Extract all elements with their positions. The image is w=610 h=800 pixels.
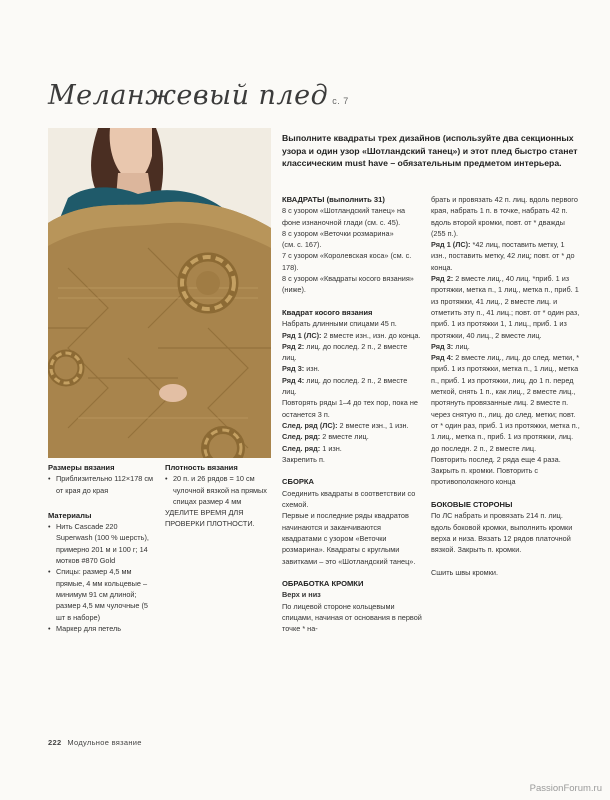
edge-row: [431, 341, 581, 352]
side-text: По ЛС набрать и провязать 214 п. лиц. вдоль боковой кромки, выполнить кромки верха и низа. Вязать 12 рядов платочной вязкой. Закрыть п. кромки.: [431, 511, 573, 555]
instructions-column-3: [431, 194, 581, 578]
bias-row: [282, 363, 422, 374]
row-text: лиц. до послед. 2 п., 2 вместе лиц.: [282, 341, 408, 363]
row-label: Ряд 2:: [282, 341, 305, 351]
page-title: [48, 80, 349, 111]
row-label: След. ряд:: [282, 443, 321, 453]
assembly-text: Соединить квадраты в соответствии со схемой.: [282, 488, 416, 510]
squares-line: 8 с узором «Квадраты косого вязания»: [282, 274, 414, 284]
list-item: • Спицы: размер 4,5 мм прямые, 4 мм кольцевые – минимум 91 см длиной; размер 4,5 мм чулочные (5 шт в наборе): [48, 566, 153, 622]
row-label: Ряд 2:: [431, 274, 454, 284]
watermark: PassionForum.ru: [529, 783, 602, 794]
assembly-heading: СБОРКА: [282, 477, 315, 487]
edge-subheading: Верх и низ: [282, 590, 321, 600]
squares-line: (ниже).: [282, 285, 306, 295]
edge-text: По лицевой стороне кольцевыми спицами, начиная от основания в первой точке * на-: [282, 601, 422, 634]
squares-line: (см. с. 167).: [282, 240, 322, 250]
finish-text: Сшить швы кромки.: [431, 567, 498, 577]
squares-line: 7 с узором «Королевская коса» (см. с. 178).: [282, 251, 412, 272]
squares-line: 8 с узором «Веточки розмарина»: [282, 228, 394, 238]
list-item: • Нить Cascade 220 Superwash (100 % шерсть), примерно 201 м и 100 г; 14 мотков #870 Gold: [48, 521, 153, 566]
assembly-text: Первые и последние ряды квадратов начинаются и заканчиваются квадратами с узором «Веточки розмарина». Квадраты с круглыми завитками – это «Шотландский танец».: [282, 511, 416, 566]
edge-heading: ОБРАБОТКА КРОМКИ: [282, 579, 364, 589]
row-text: 2 вместе лиц., лиц. до след. метки, * приб. 1 из протяжки, метка п., 1 лиц., метка п., приб. 1 из протяжки, лиц. до 1 п. перед меткой, снять 1 п., как лиц., 2 вместе лиц., протянуть провязанные лиц. 2 вместе п. через снятую п., лиц. до след. метки; повт. от * один раз, приб. 1 из протяжки, метка п., 1 лиц., метка п., приб. 1 из протяжки, лиц. до последн. 2 п., 2 вместе лиц.: [431, 353, 580, 453]
magazine-name: Модульное вязание: [67, 738, 142, 747]
bias-row: [282, 420, 422, 431]
edge-row: [431, 352, 581, 454]
row-label: Ряд 4:: [431, 353, 454, 363]
materials-list: [48, 521, 153, 634]
page-number: 222: [48, 738, 62, 747]
gauge-note: УДЕЛИТЕ ВРЕМЯ ДЛЯ ПРОВЕРКИ ПЛОТНОСТИ.: [165, 508, 255, 529]
squares-heading: КВАДРАТЫ (выполнить 31): [282, 195, 385, 204]
title-page-ref: с. 7: [332, 96, 349, 106]
edge-repeat: Повторить послед. 2 ряда еще 4 раза. Закрыть п. кромки. Повторить с противоположного конца: [431, 454, 561, 487]
sizes-list: [48, 473, 153, 496]
title-text: Меланжевый плед: [48, 80, 329, 111]
row-label: Ряд 3:: [431, 341, 454, 351]
gauge-list: [165, 473, 273, 507]
row-text: лиц. до послед. 2 п., 2 вместе лиц.: [282, 375, 408, 397]
page-footer: [48, 738, 142, 747]
row-text: 2 вместе лиц., 40 лиц. *приб. 1 из протяжки, метка п., 1 лиц., метка п., приб. 1 из протяжки, 41 лиц., 2 вместе лиц. и отметить эту п., 41 лиц.; повт. от * один раз, приб. 1 из протяжки 1, 1 лиц., приб. 1 из протяжки, 40 лиц., 2 вместе лиц.: [431, 274, 580, 340]
row-text: 2 вместе изн., изн. до конца.: [323, 330, 421, 340]
row-label: Ряд 3:: [282, 364, 305, 374]
blanket-illustration: [48, 128, 271, 458]
sizes-section: [48, 462, 153, 634]
bias-close: Закрепить п.: [282, 454, 325, 464]
row-label: След. ряд:: [282, 432, 321, 442]
materials-heading: Материалы: [48, 510, 92, 520]
squares-line: 8 с узором «Шотландский танец» на фоне изнаночной глади (см. с. 45).: [282, 206, 406, 227]
list-item: • Маркер для петель: [48, 623, 153, 634]
lead-paragraph: Выполните квадраты трех дизайнов (используйте два секционных узора и один узор «Шотландский танец») и этот плед быстро станет классическим must have – обязательным предметом интерьера.: [282, 133, 578, 169]
col3-intro: брать и провязать 42 п. лиц. вдоль первого края, набрать 1 п. в точке, набрать 42 п. вдоль второй кромки, повт. от * дважды (255 п.).: [431, 195, 578, 238]
bias-row: [282, 375, 422, 398]
edge-row: [431, 273, 581, 341]
bias-heading: Квадрат косого вязания: [282, 307, 373, 317]
row-label: Ряд 4:: [282, 375, 305, 385]
side-heading: БОКОВЫЕ СТОРОНЫ: [431, 500, 513, 510]
bias-row: [282, 341, 422, 364]
row-text: 2 вместе лиц.: [322, 432, 369, 442]
bias-row: [282, 443, 422, 454]
instructions-column-2: [282, 194, 422, 635]
sizes-heading: Размеры вязания: [48, 463, 115, 472]
bias-repeat: Повторять ряды 1–4 до тех пор, пока не останется 3 п.: [282, 398, 418, 419]
row-label: След. ряд (ЛС):: [282, 420, 338, 430]
list-item: • 20 п. и 26 рядов = 10 см чулочной вязкой на прямых спицах размер 4 мм: [165, 473, 273, 507]
row-label: Ряд 1 (ЛС):: [282, 330, 322, 340]
row-text: лиц.: [455, 341, 470, 351]
edge-row: [431, 239, 581, 273]
bias-row: [282, 431, 422, 442]
gauge-heading: Плотность вязания: [165, 463, 238, 472]
bias-row: [282, 330, 422, 341]
gauge-section: [165, 462, 273, 530]
row-text: 2 вместе изн., 1 изн.: [339, 420, 409, 430]
list-item: • Приблизительно 112×178 см от края до края: [48, 473, 153, 496]
row-label: Ряд 1 (ЛС):: [431, 240, 471, 250]
knitted-blanket-photo: [48, 128, 271, 458]
row-text: изн.: [306, 364, 320, 374]
bias-intro: Набрать длинными спицами 45 п.: [282, 319, 397, 329]
row-text: *42 лиц, поставить метку, 1 изн., поставить метку, 42 лиц; повт. от * до конца.: [431, 240, 575, 272]
row-text: 1 изн.: [322, 443, 342, 453]
